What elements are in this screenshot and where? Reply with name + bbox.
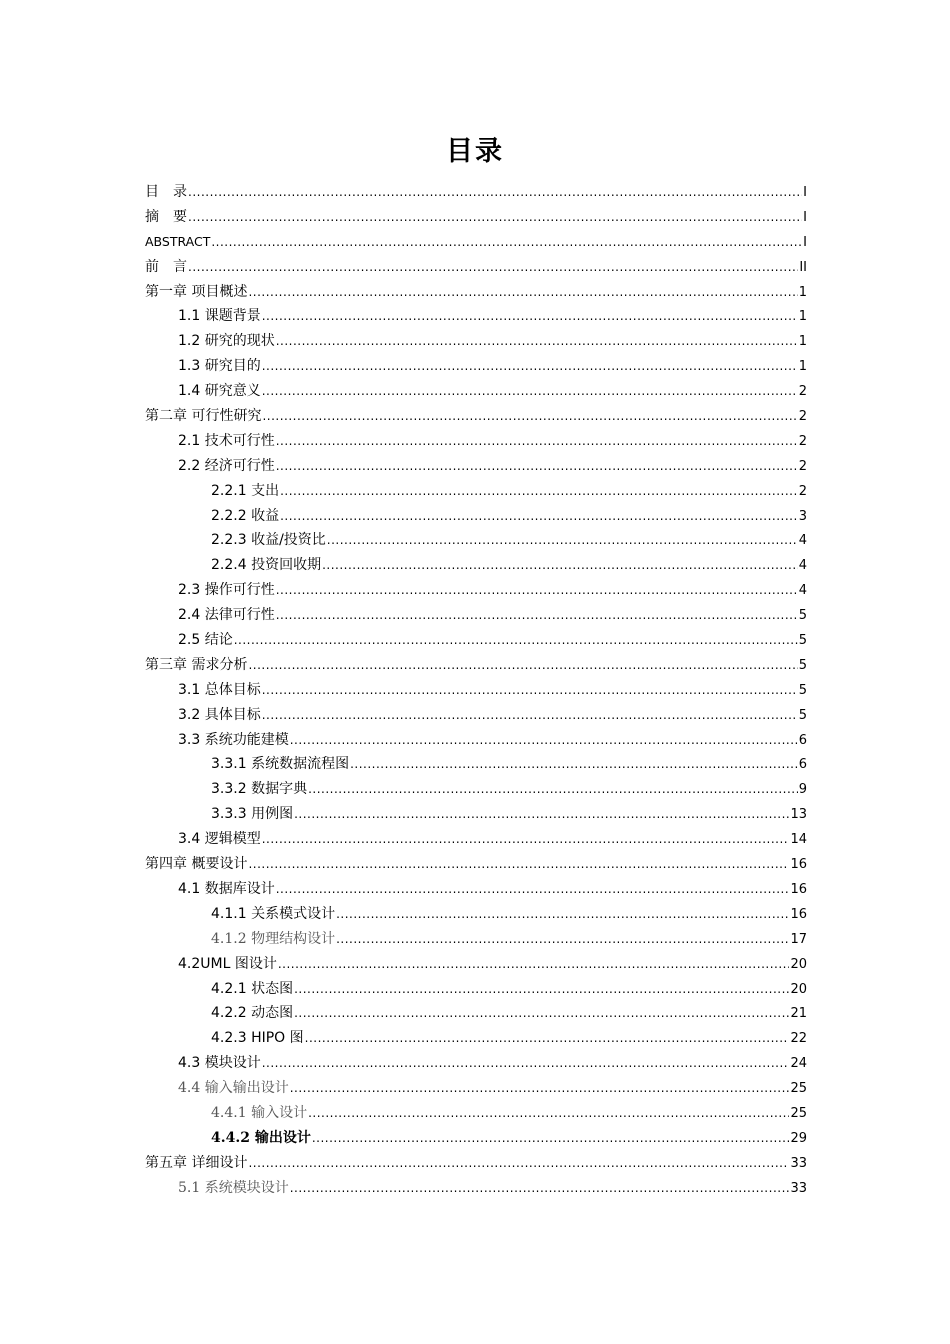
toc-dot-leader <box>262 703 798 728</box>
toc-page-number: I <box>803 185 807 200</box>
toc-dot-leader <box>280 479 798 504</box>
toc-entry-label: 摘 要 <box>145 208 187 225</box>
toc-page-number: 1 <box>798 334 807 350</box>
toc-page-number: 25 <box>790 1081 807 1097</box>
toc-entry-label: 第四章 概要设计 <box>145 856 248 873</box>
toc-entry[interactable] <box>145 329 807 354</box>
toc-entry-label: 4.3 模块设计 <box>178 1055 261 1072</box>
toc-dot-leader <box>308 1101 789 1126</box>
toc-entry-label: 第一章 项目概述 <box>145 283 248 300</box>
toc-dot-leader <box>262 1051 790 1076</box>
toc-entry-label: 第五章 详细设计 <box>145 1154 248 1171</box>
toc-entry[interactable] <box>145 354 807 379</box>
toc-entry[interactable] <box>145 752 807 777</box>
toc-page-number: 5 <box>798 608 807 624</box>
toc-entry-label: 1.4 研究意义 <box>178 383 261 400</box>
toc-entry[interactable] <box>145 1001 807 1026</box>
toc-entry[interactable] <box>145 678 807 703</box>
toc-dot-leader <box>336 927 789 952</box>
toc-entry[interactable] <box>145 1151 807 1176</box>
toc-entry-label: 2.4 法律可行性 <box>178 607 275 624</box>
toc-entry-label: 3.2 具体目标 <box>178 706 261 723</box>
toc-page-number: 22 <box>790 1031 807 1047</box>
toc-dot-leader <box>234 628 798 653</box>
toc-page-number: 14 <box>790 832 807 848</box>
toc-dot-leader <box>278 952 790 977</box>
toc-entry[interactable] <box>145 280 807 305</box>
toc-dot-leader <box>290 1176 790 1201</box>
page-title: 目录 <box>446 136 504 167</box>
toc-page-number: 1 <box>798 309 807 325</box>
toc-entry-label: 2.2.1 支出 <box>211 482 280 499</box>
toc-entry[interactable] <box>145 827 807 852</box>
toc-dot-leader <box>262 379 798 404</box>
toc-entry-label: 3.3.2 数据字典 <box>211 781 308 798</box>
toc-entry[interactable] <box>145 205 807 230</box>
toc-entry-label: 2.2.4 投资回收期 <box>211 557 322 574</box>
toc-dot-leader <box>276 877 790 902</box>
toc-page-number: 3 <box>798 508 807 524</box>
toc-entry-label: 4.2.1 状态图 <box>211 980 294 997</box>
toc-page-number: 6 <box>798 732 807 748</box>
toc-entry[interactable] <box>145 528 807 553</box>
toc-entry-label: 4.4 输入输出设计 <box>178 1080 289 1097</box>
toc-entry-label: 1.3 研究目的 <box>178 358 261 375</box>
toc-entry[interactable] <box>145 628 807 653</box>
toc-dot-leader <box>248 852 789 877</box>
toc-dot-leader <box>305 1026 790 1051</box>
toc-entry[interactable] <box>145 255 807 280</box>
toc-entry[interactable] <box>145 180 807 205</box>
toc-entry-label: 4.4.1 输入设计 <box>211 1104 308 1121</box>
toc-entry[interactable] <box>145 1101 807 1126</box>
toc-entry-label: 4.1 数据库设计 <box>178 880 275 897</box>
toc-page-number: 16 <box>790 881 807 897</box>
toc-dot-leader <box>322 553 798 578</box>
toc-entry-label: 前 言 <box>145 258 187 275</box>
toc-dot-leader <box>262 354 798 379</box>
toc-page-number: 16 <box>790 906 807 922</box>
toc-entry-label: 2.2 经济可行性 <box>178 457 275 474</box>
toc-entry-label: 2.3 操作可行性 <box>178 582 275 599</box>
toc-dot-leader <box>327 528 798 553</box>
toc-dot-leader <box>350 752 798 777</box>
toc-page-number: 13 <box>790 807 807 823</box>
toc-entry-label: 4.2UML 图设计 <box>178 955 277 972</box>
toc-entry-label: 第二章 可行性研究 <box>145 408 262 425</box>
toc-page-number: 21 <box>790 1006 807 1022</box>
toc-entry-label: 2.5 结论 <box>178 632 233 649</box>
toc-entry-label: 5.1 系统模块设计 <box>178 1179 289 1196</box>
toc-entry[interactable] <box>145 952 807 977</box>
toc-entry[interactable] <box>145 927 807 952</box>
toc-dot-leader <box>262 827 790 852</box>
toc-dot-leader <box>188 180 802 205</box>
toc-entry-label: 4.2.3 HIPO 图 <box>211 1030 304 1047</box>
toc-page-number: 1 <box>798 359 807 375</box>
toc-dot-leader <box>276 454 798 479</box>
toc-page-number: 4 <box>798 583 807 599</box>
toc-entry-label: ABSTRACT <box>145 233 211 249</box>
toc-entry-label: 4.2.2 动态图 <box>211 1005 294 1022</box>
toc-page-number: 2 <box>798 433 807 449</box>
toc-entry[interactable] <box>145 454 807 479</box>
toc-entry-label: 2.2.3 收益/投资比 <box>211 532 326 549</box>
toc-page-number: 20 <box>790 956 807 972</box>
toc-entry[interactable] <box>145 404 807 429</box>
toc-page-number: 4 <box>798 558 807 574</box>
toc-page-number: 2 <box>798 409 807 425</box>
toc-dot-leader <box>276 429 798 454</box>
toc-dot-leader <box>312 1126 790 1151</box>
toc-dot-leader <box>290 728 798 753</box>
toc-dot-leader <box>280 504 798 529</box>
toc-page-number: 29 <box>790 1130 807 1146</box>
toc-entry[interactable] <box>145 479 807 504</box>
toc-page-number: 24 <box>790 1056 807 1072</box>
toc-dot-leader <box>294 1001 789 1026</box>
toc-page-number: 6 <box>798 757 807 773</box>
toc-page-number: 5 <box>798 707 807 723</box>
toc-entry[interactable] <box>145 703 807 728</box>
toc-page-number: 2 <box>798 458 807 474</box>
toc-dot-leader <box>290 1076 790 1101</box>
toc-page-number: 5 <box>798 633 807 649</box>
toc-dot-leader <box>188 255 798 280</box>
toc-entry[interactable] <box>145 653 807 678</box>
toc-entry-label: 目 录 <box>145 184 187 200</box>
toc-entry[interactable] <box>145 852 807 877</box>
toc-dot-leader <box>248 280 797 305</box>
toc-entry-label: 第三章 需求分析 <box>145 656 248 673</box>
toc-dot-leader <box>294 977 789 1002</box>
toc-page-number: 2 <box>798 384 807 400</box>
toc-entry[interactable] <box>145 728 807 753</box>
toc-entry[interactable] <box>145 578 807 603</box>
toc-page-number: 5 <box>798 657 807 673</box>
toc-page-number: 5 <box>798 682 807 698</box>
toc-dot-leader <box>188 205 802 230</box>
toc-entry-label: 3.3 系统功能建模 <box>178 731 289 748</box>
toc-dot-leader <box>336 902 789 927</box>
toc-page-number: I <box>803 209 807 225</box>
table-of-contents <box>145 180 807 1201</box>
toc-dot-leader <box>262 678 798 703</box>
toc-dot-leader <box>248 653 797 678</box>
toc-entry[interactable] <box>145 777 807 802</box>
toc-page-number: 17 <box>790 931 807 947</box>
toc-entry[interactable] <box>145 802 807 827</box>
toc-dot-leader <box>276 603 798 628</box>
toc-dot-leader <box>276 329 798 354</box>
toc-page-number: 16 <box>790 857 807 873</box>
toc-entry[interactable] <box>145 1051 807 1076</box>
toc-entry-label: 2.1 技术可行性 <box>178 432 275 449</box>
toc-entry[interactable] <box>145 1076 807 1101</box>
toc-entry[interactable] <box>145 877 807 902</box>
toc-entry[interactable] <box>145 1126 807 1151</box>
toc-page-number: 1 <box>798 284 807 300</box>
toc-entry-label: 1.1 课题背景 <box>178 308 261 325</box>
toc-dot-leader <box>262 304 798 329</box>
toc-entry[interactable] <box>145 902 807 927</box>
toc-entry[interactable] <box>145 429 807 454</box>
toc-dot-leader <box>294 802 789 827</box>
toc-page-number: 25 <box>790 1105 807 1121</box>
toc-entry[interactable] <box>145 304 807 329</box>
toc-dot-leader <box>308 777 798 802</box>
toc-page-number: 9 <box>798 782 807 798</box>
toc-entry-label: 3.3.3 用例图 <box>211 806 294 823</box>
toc-page-number: 20 <box>790 981 807 997</box>
toc-dot-leader <box>248 1151 789 1176</box>
toc-page-number: II <box>799 259 807 275</box>
toc-entry-label: 2.2.2 收益 <box>211 507 280 524</box>
toc-entry-label: 4.4.2 输出设计 <box>211 1129 311 1146</box>
toc-entry-label: 3.3.1 系统数据流程图 <box>211 756 350 773</box>
toc-entry[interactable] <box>145 977 807 1002</box>
toc-dot-leader <box>262 404 797 429</box>
toc-entry[interactable] <box>145 379 807 404</box>
toc-entry-label: 4.1.2 物理结构设计 <box>211 930 336 947</box>
toc-entry[interactable] <box>145 230 807 255</box>
toc-entry[interactable] <box>145 504 807 529</box>
toc-page-number: I <box>803 234 807 250</box>
toc-page-number: 2 <box>798 483 807 499</box>
toc-page-number: 33 <box>790 1180 807 1196</box>
toc-entry[interactable] <box>145 553 807 578</box>
toc-page-number: 33 <box>790 1155 807 1171</box>
toc-entry-label: 4.1.1 关系模式设计 <box>211 905 336 922</box>
toc-entry-label: 3.1 总体目标 <box>178 681 261 698</box>
toc-dot-leader <box>211 230 802 255</box>
toc-entry[interactable] <box>145 603 807 628</box>
toc-entry-label: 3.4 逻辑模型 <box>178 831 261 848</box>
toc-entry-label: 1.2 研究的现状 <box>178 333 275 350</box>
toc-dot-leader <box>276 578 798 603</box>
toc-entry[interactable] <box>145 1026 807 1051</box>
toc-entry[interactable] <box>145 1176 807 1201</box>
toc-page-number: 4 <box>798 533 807 549</box>
